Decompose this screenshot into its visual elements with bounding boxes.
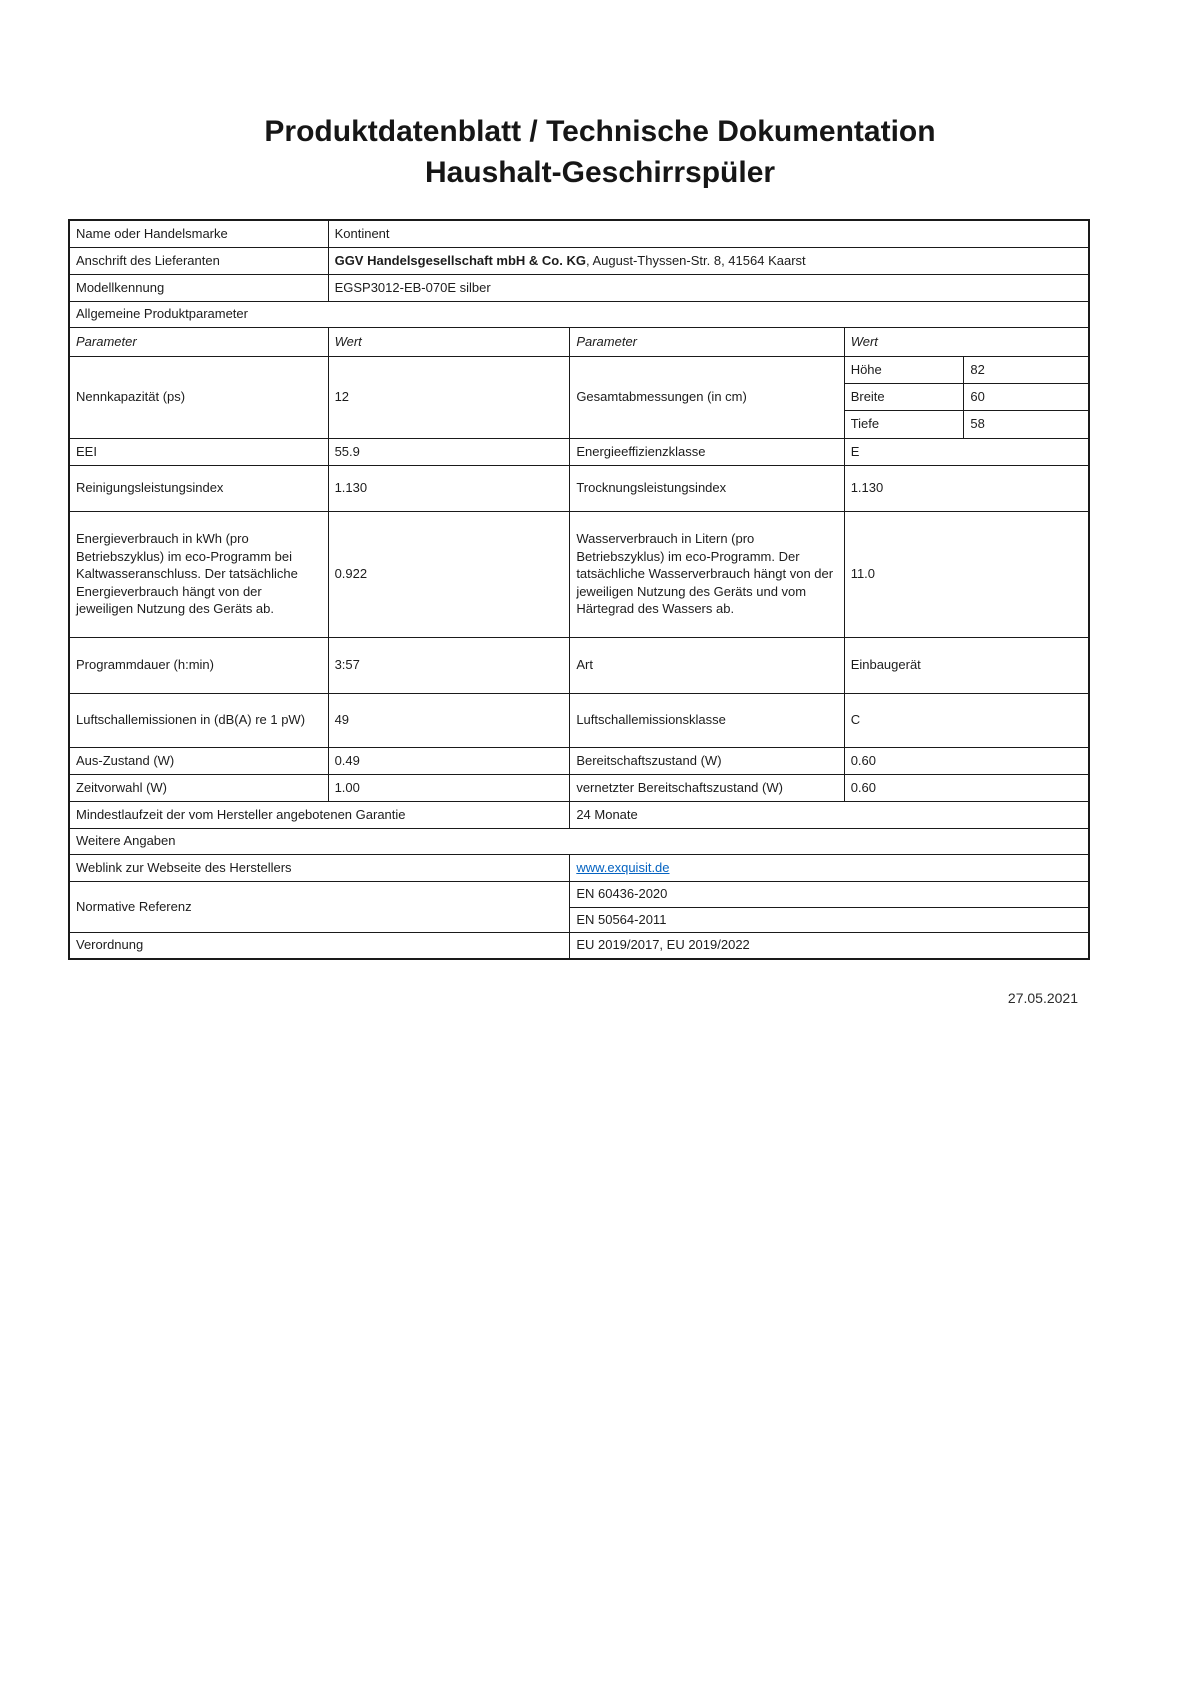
table-row bbox=[69, 511, 1089, 637]
dim-breite-value: 60 bbox=[964, 384, 1088, 411]
water-consumption-value: 11.0 bbox=[844, 511, 1089, 637]
weblink-row bbox=[69, 854, 1089, 881]
brand-value: Kontinent bbox=[328, 220, 1089, 247]
model-label: Modellkennung bbox=[69, 274, 328, 301]
product-data-table bbox=[68, 219, 1090, 960]
dim-breite-label: Breite bbox=[845, 384, 964, 411]
cleaning-index-value: 1.130 bbox=[328, 465, 570, 511]
table-row bbox=[69, 747, 1089, 774]
water-consumption-label: Wasserverbrauch in Litern (pro Betriebszyklus) im eco-Programm. Der tatsächliche Wasserverbrauch hängt von der jeweiligen Nutzung des Geräts und vom Härtegrad des Wassers ab. bbox=[570, 511, 844, 637]
capacity-value: 12 bbox=[328, 356, 570, 438]
table-row bbox=[69, 693, 1089, 747]
program-duration-label: Programmdauer (h:min) bbox=[69, 637, 328, 693]
type-label: Art bbox=[570, 637, 844, 693]
delay-start-value: 1.00 bbox=[328, 774, 570, 801]
normative-label: Normative Referenz bbox=[69, 881, 570, 932]
warranty-label: Mindestlaufzeit der vom Hersteller angebotenen Garantie bbox=[69, 801, 570, 828]
column-header-row bbox=[69, 327, 1089, 356]
weblink-label: Weblink zur Webseite des Herstellers bbox=[69, 854, 570, 881]
supplier-name: GGV Handelsgesellschaft mbH & Co. KG bbox=[334, 252, 586, 268]
off-mode-value: 0.49 bbox=[328, 747, 570, 774]
networked-standby-value: 0.60 bbox=[844, 774, 1089, 801]
more-info-header: Weitere Angaben bbox=[69, 828, 1089, 854]
dim-hoehe-label: Höhe bbox=[845, 357, 964, 384]
regulation-value: EU 2019/2017, EU 2019/2022 bbox=[570, 932, 1089, 959]
eei-value: 55.9 bbox=[328, 438, 570, 465]
dim-tiefe-label: Tiefe bbox=[845, 411, 964, 438]
document-date: 27.05.2021 bbox=[1007, 990, 1078, 1006]
cleaning-index-label: Reinigungsleistungsindex bbox=[69, 465, 328, 511]
regulation-row bbox=[69, 932, 1089, 959]
off-mode-label: Aus-Zustand (W) bbox=[69, 747, 328, 774]
type-value: Einbaugerät bbox=[844, 637, 1089, 693]
warranty-row bbox=[69, 801, 1089, 828]
noise-class-value: C bbox=[844, 693, 1089, 747]
header-wert-2: Wert bbox=[844, 327, 1089, 356]
table-row bbox=[69, 465, 1089, 511]
header-wert-1: Wert bbox=[328, 327, 570, 356]
table-row bbox=[69, 247, 1089, 274]
normative-value-1: EN 60436-2020 bbox=[576, 885, 668, 901]
eei-label: EEI bbox=[69, 438, 328, 465]
supplier-value bbox=[328, 247, 1089, 274]
energy-class-label: Energieeffizienzklasse bbox=[570, 438, 844, 465]
drying-index-label: Trocknungsleistungsindex bbox=[570, 465, 844, 511]
table-row bbox=[69, 274, 1089, 301]
header-parameter-1: Parameter bbox=[69, 327, 328, 356]
energy-consumption-label: Energieverbrauch in kWh (pro Betriebszyklus) im eco-Programm bei Kaltwasseranschluss. Der tatsächliche Energieverbrauch hängt von der jeweiligen Nutzung des Geräts ab. bbox=[69, 511, 328, 637]
brand-label: Name oder Handelsmarke bbox=[69, 220, 328, 247]
program-duration-value: 3:57 bbox=[328, 637, 570, 693]
supplier-address: , August-Thyssen-Str. 8, 41564 Kaarst bbox=[585, 252, 806, 268]
table-row bbox=[69, 774, 1089, 801]
standby-value: 0.60 bbox=[844, 747, 1089, 774]
dimension-row bbox=[845, 384, 1088, 411]
dim-hoehe-value: 82 bbox=[964, 357, 1088, 384]
more-info-header-row bbox=[69, 828, 1089, 854]
dimensions-cell bbox=[844, 356, 1089, 438]
energy-class-value: E bbox=[844, 438, 1089, 465]
supplier-label: Anschrift des Lieferanten bbox=[69, 247, 328, 274]
model-value: EGSP3012-EB-070E silber bbox=[328, 274, 1089, 301]
drying-index-value: 1.130 bbox=[844, 465, 1089, 511]
normative-value-2: EN 50564-2011 bbox=[570, 907, 1088, 932]
table-row bbox=[69, 220, 1089, 247]
weblink-cell bbox=[570, 854, 1089, 881]
networked-standby-label: vernetzter Bereitschaftszustand (W) bbox=[570, 774, 844, 801]
energy-consumption-value: 0.922 bbox=[328, 511, 570, 637]
dimension-row bbox=[845, 357, 1088, 384]
title-line-2: Haushalt-Geschirrspüler bbox=[424, 155, 776, 189]
table-row bbox=[69, 438, 1089, 465]
table-row bbox=[69, 637, 1089, 693]
standby-label: Bereitschaftszustand (W) bbox=[570, 747, 844, 774]
noise-class-label: Luftschallemissionsklasse bbox=[570, 693, 844, 747]
dimension-row bbox=[845, 411, 1088, 438]
section-header-row bbox=[69, 301, 1089, 327]
noise-emission-label: Luftschallemissionen in (dB(A) re 1 pW) bbox=[69, 693, 328, 747]
document-title bbox=[0, 112, 1200, 193]
title-line-1: Produktdatenblatt / Technische Dokumentation bbox=[264, 115, 936, 148]
normative-values bbox=[570, 882, 1088, 932]
regulation-label: Verordnung bbox=[69, 932, 570, 959]
noise-emission-value: 49 bbox=[328, 693, 570, 747]
delay-start-label: Zeitvorwahl (W) bbox=[69, 774, 328, 801]
capacity-dimensions-row bbox=[69, 356, 1089, 438]
normative-reference-row bbox=[69, 881, 1089, 932]
dimensions-label: Gesamtabmessungen (in cm) bbox=[570, 356, 844, 438]
capacity-label: Nennkapazität (ps) bbox=[69, 356, 328, 438]
warranty-value: 24 Monate bbox=[570, 801, 1089, 828]
manufacturer-weblink[interactable]: www.exquisit.de bbox=[576, 859, 670, 875]
dim-tiefe-value: 58 bbox=[964, 411, 1088, 438]
header-parameter-2: Parameter bbox=[570, 327, 844, 356]
section-header: Allgemeine Produktparameter bbox=[69, 301, 1089, 327]
normative-values-cell bbox=[570, 881, 1089, 932]
dimensions-table bbox=[845, 357, 1088, 438]
